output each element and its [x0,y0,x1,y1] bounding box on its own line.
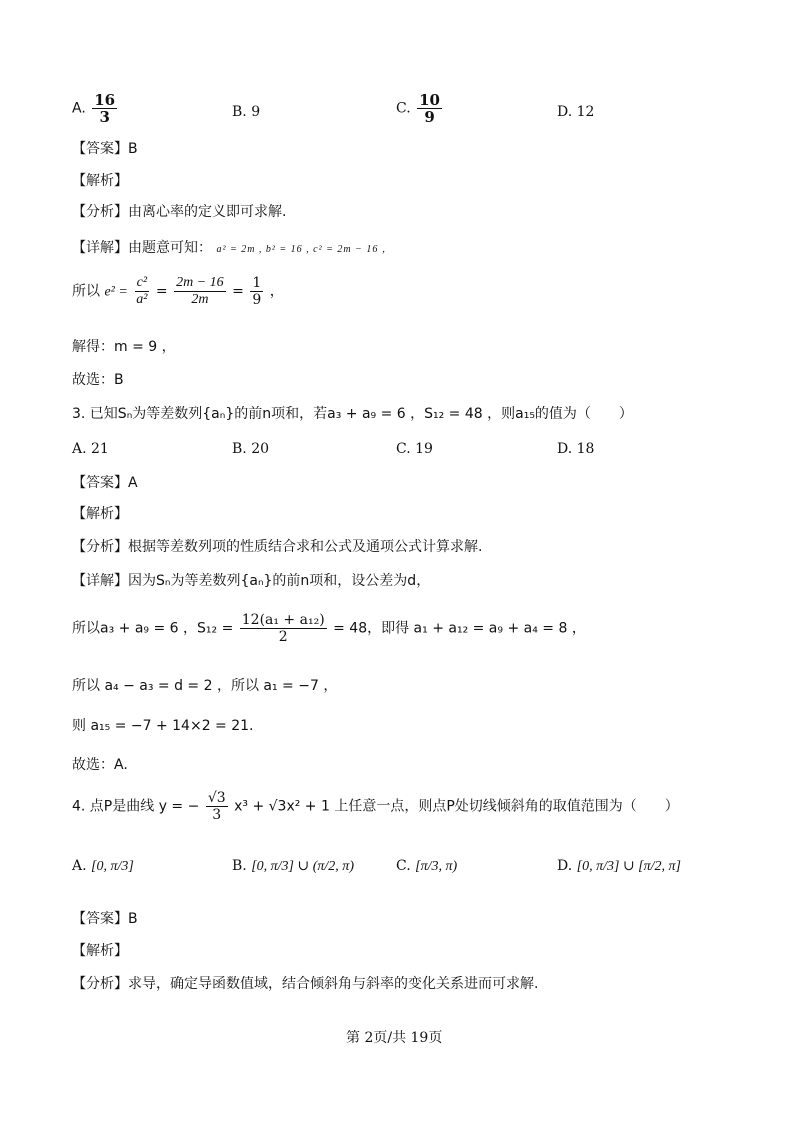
q2-choose: 故选：B [72,372,124,388]
q2-answer: 【答案】B [72,141,138,157]
fraction: $\frac{1}{9}$ [252,275,262,308]
q2-option-d: D. 12 [557,104,595,120]
q4-option-a: A. [0, π/3] [72,858,134,874]
q2-detail: 【详解】由题意可知： a² = 2m , b² = 16 , c² = 2m − 16 ， [72,240,393,256]
q4-option-b: B. [0, π/3] ∪ (π/2, π) [232,858,354,874]
q2-option-a [72,92,119,125]
q3-option-b: B. 20 [232,441,270,457]
fraction: $\frac{\text{c²}}{\text{a²}}$ [136,275,148,307]
q3-option-a: A. 21 [72,441,109,457]
q3-option-d: D. 18 [557,441,595,457]
q3-option-c: C. 19 [396,441,433,457]
option-label: C. [396,100,411,117]
fraction: $\frac{√3}{3}$ [207,790,226,823]
q3-analysis: 【分析】根据等差数列项的性质结合求和公式及通项公式计算求解. [72,539,483,555]
q4-answer: 【答案】B [72,911,138,927]
q2-analysis: 【分析】由离心率的定义即可求解. [72,204,287,220]
q3-line4: 则 a₁₅ = −7 + 14×2 = 21. [72,718,254,734]
fraction: $\frac{16}{3}$ [94,91,116,126]
q4-option-d: D. [0, π/3] ∪ [π/2, π] [557,858,681,874]
q3-choose: 故选：A. [72,757,128,773]
q2-solve: 解得：m = 9 ， [72,339,176,355]
q4-option-c: C. [π/3, π) [396,858,458,874]
page-number: 第 2页/共 19页 [346,1030,443,1046]
q2-option-b: B. 9 [232,104,261,120]
option-label: A. [72,100,86,117]
q3-answer: 【答案】A [72,475,138,491]
q3-detail: 【详解】因为Sₙ为等差数列{aₙ}的前n项和，设公差为d， [72,573,431,589]
fraction: $\frac{2m - 16}{2m}$ [176,275,224,307]
q4-stem: 4. 点P是曲线 y = − $\frac{√3}{3}$ x³ + √3x² + 1 上任意一点，则点P处切线倾斜角的取值范围为（ ） [72,790,679,823]
q4-analysis: 【分析】求导，确定导函数值域，结合倾斜角与斜率的变化关系进而可求解. [72,976,539,992]
q2-so-line: 所以 e² = $\frac{\text{c²}}{\text{a²}}$ = $\frac{2m - 16}{2m}$ = $\frac{1}{9}$ ， [72,275,284,308]
q4-jiexi: 【解析】 [72,943,128,959]
q2-option-c [396,92,444,125]
fraction: $\frac{10}{9}$ [419,91,440,126]
fraction: $\frac{\text{12(a₁ + a₁₂)}}{2}$ [241,612,325,645]
q3-line3: 所以 a₄ − a₃ = d = 2 ，所以 a₁ = −7 ， [72,678,338,694]
q3-stem: 3. 已知Sₙ为等差数列{aₙ}的前n项和，若a₃ + a₉ = 6 ，S₁₂ = 48 ，则a₁₅的值为（ ） [72,406,633,422]
q2-jiexi: 【解析】 [72,173,128,189]
q3-line2: 所以a₃ + a₉ = 6 ，S₁₂ = $\frac{\text{12(a₁ + a₁₂)}}{2}$ = 48，即得 a₁ + a₁₂ = a₉ + a₄ = 8 ， [72,612,586,645]
q3-jiexi: 【解析】 [72,506,128,522]
